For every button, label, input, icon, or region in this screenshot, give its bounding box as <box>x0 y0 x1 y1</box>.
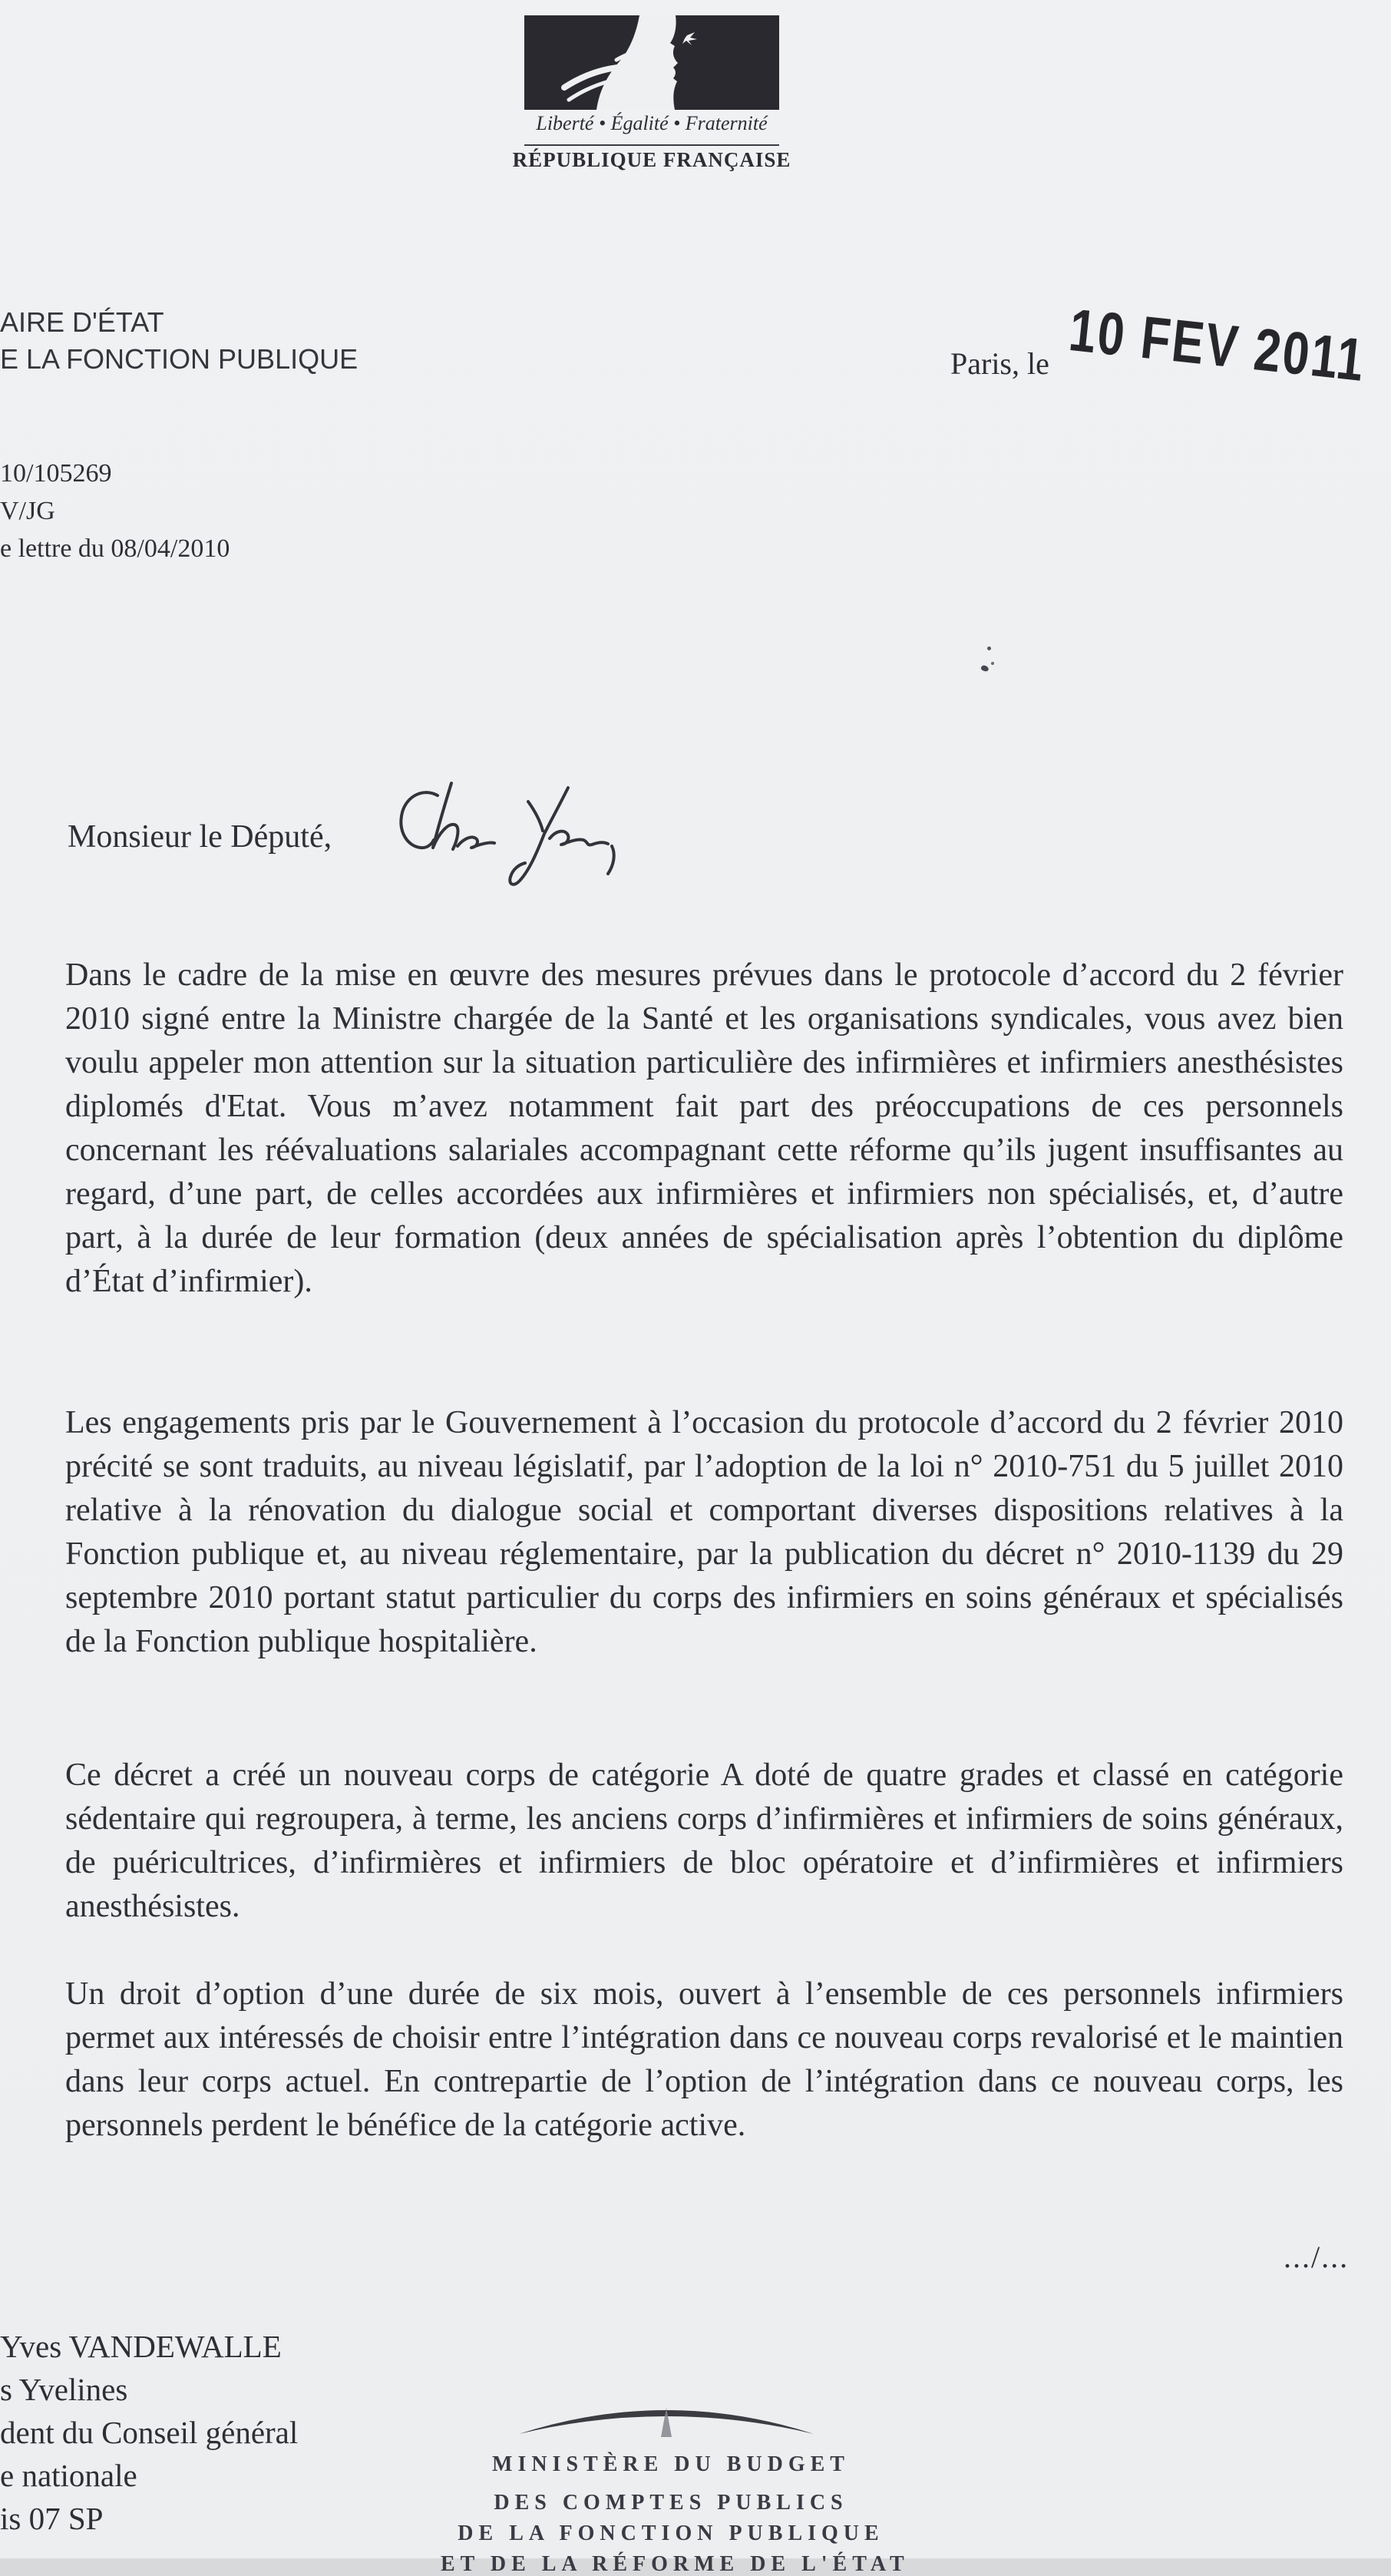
sender-line-2: E LA FONCTION PUBLIQUE <box>0 343 358 375</box>
addressee-line-1: Yves VANDEWALLE <box>0 2329 282 2364</box>
reference-line-1: 10/105269 <box>0 459 112 488</box>
ink-speck <box>980 665 990 673</box>
republic-title: RÉPUBLIQUE FRANÇAISE <box>512 148 791 171</box>
addressee-line-5: is 07 SP <box>0 2501 104 2536</box>
addressee-block <box>0 2328 298 2543</box>
body-paragraph-1: Dans le cadre de la mise en œuvre des mesures prévues dans le protocole d’accord du 2 février 2010 signé entre la Ministre chargée de la Santé et les organisations syndicales, vous avez bien voulu appeler mon attention sur la situation particulière des infirmières et infirmiers anesthésistes diplomés d'Etat. Vous m’avez notamment fait part des préoccupations de ces personnels concernant les réévaluations salariales accompagnant cette réforme qu’ils jugent insuffisantes au regard, d’une part, de celles accordées aux infirmières et infirmiers non spécialisés, et, d’autre part, à la durée de leur formation (deux années de spécialisation après l’obtention du diplôme d’État d’infirmier). <box>65 957 1343 1299</box>
sender-block <box>0 304 358 378</box>
ministry-arc-obelisk-icon <box>513 2385 820 2440</box>
reference-line-3: e lettre du 08/04/2010 <box>0 534 230 563</box>
body-paragraph-3: Ce décret a créé un nouveau corps de catégorie A doté de quatre grades et classé en catégorie sédentaire qui regroupera, à terme, les anciens corps d’infirmières et infirmiers de soins généraux, de puéricultrices, d’infirmières et infirmiers de bloc opératoire et d’infirmières et infirmiers anesthésistes. <box>65 1758 1343 1924</box>
logo-divider <box>524 144 779 146</box>
ministry-footer-line-4: ET DE LA RÉFORME DE L'ÉTAT <box>441 2552 910 2576</box>
body-paragraph-4: Un droit d’option d’une durée de six mois, ouvert à l’ensemble de ces personnels infirmiers permet aux intéressés de choisir entre l’intégration dans ce nouveau corps revalorisé et le maintien dans leur corps actuel. En contrepartie de l’option de l’intégration dans ce nouveau corps, les personnels perdent le bénéfice de la catégorie active. <box>65 1976 1343 2143</box>
continuation-mark: .../... <box>1284 2240 1350 2274</box>
body-paragraph-2: Les engagements pris par le Gouvernement à l’occasion du protocole d’accord du 2 février 2010 précité se sont traduits, au niveau législatif, par l’adoption de la loi n° 2010-751 du 5 juillet 2010 relative à la rénovation du dialogue social et comportant diverses dispositions relatives à la Fonction publique et, au niveau réglementaire, par la publication du décret n° 2010-1139 du 29 septembre 2010 portant statut particulier du corps des infirmiers en soins généraux et spécialisés de la Fonction publique hospitalière. <box>65 1405 1343 1659</box>
date-stamp: 10 FEV 2011 <box>1066 295 1369 394</box>
ministry-footer-line-1: MINISTÈRE DU BUDGET <box>492 2452 850 2476</box>
marianne-logo-icon <box>524 15 779 110</box>
reference-line-2: V/JG <box>0 497 55 525</box>
ink-speck <box>991 662 994 665</box>
addressee-line-2: s Yvelines <box>0 2372 128 2407</box>
dateline-prefix: Paris, le <box>950 346 1049 381</box>
ministry-footer-line-2: DES COMPTES PUBLICS <box>494 2491 848 2515</box>
handwritten-note-cher-yves <box>378 772 643 895</box>
reference-block <box>0 459 230 572</box>
ministry-footer-line-3: DE LA FONCTION PUBLIQUE <box>458 2521 884 2545</box>
addressee-line-3: dent du Conseil général <box>0 2415 299 2450</box>
salutation-text: Monsieur le Député, <box>68 819 332 855</box>
sender-line-1: AIRE D'ÉTAT <box>0 306 164 338</box>
ink-speck <box>987 646 991 650</box>
motto-text: Liberté • Égalité • Fraternité <box>536 112 768 134</box>
addressee-line-4: e nationale <box>0 2458 137 2493</box>
